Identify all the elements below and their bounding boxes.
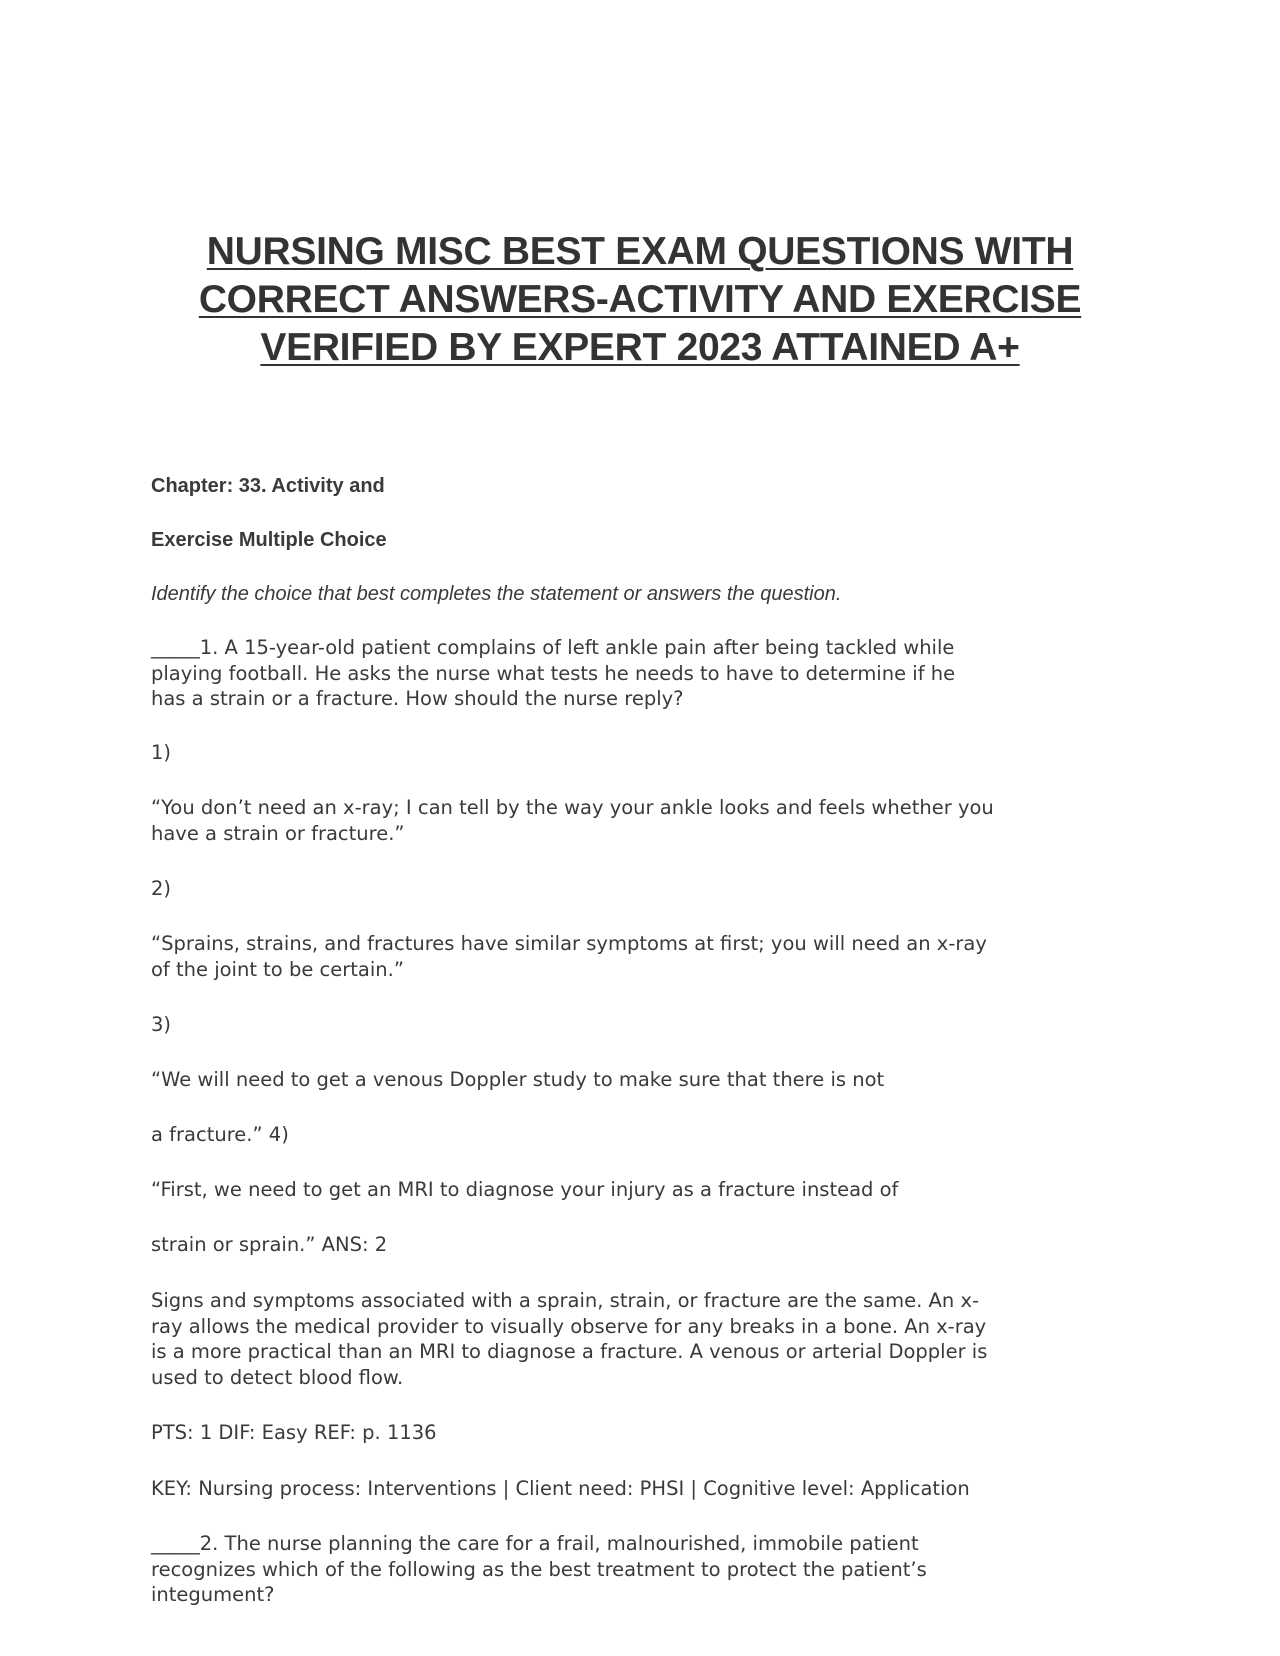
option-1-line: “You don’t need an x-ray; I can tell by the way your ankle looks and feels whether you: [151, 796, 994, 819]
option-4-text: “First, we need to get an MRI to diagnose your injury as a fracture instead of: [151, 1178, 899, 1201]
instruction-text: Identify the choice that best completes the statement or answers the question.: [151, 583, 842, 605]
rationale-line: Signs and symptoms associated with a sprain, strain, or fracture are the same. An x-: [151, 1289, 980, 1312]
option-3-continuation: a fracture.” 4): [151, 1123, 289, 1146]
chapter-heading-line-1: Chapter: 33. Activity and: [151, 475, 385, 497]
option-2-line: “Sprains, strains, and fractures have similar symptoms at first; you will need an x-ray: [151, 932, 987, 955]
option-3-number: 3): [151, 1013, 172, 1036]
chapter-heading-line-2: Exercise Multiple Choice: [151, 529, 387, 551]
question-2-stem-line: _____2. The nurse planning the care for a frail, malnourished, immobile patient: [151, 1532, 919, 1555]
rationale-line: ray allows the medical provider to visually observe for any breaks in a bone. An x-ray: [151, 1314, 987, 1338]
option-4-continuation-answer: strain or sprain.” ANS: 2: [151, 1233, 388, 1256]
question-2-stem-line: recognizes which of the following as the best treatment to protect the patient’s: [151, 1557, 927, 1581]
option-1-number: 1): [151, 741, 172, 764]
question-2-stem: [151, 1531, 1111, 1608]
question-1-stem-line: _____1. A 15-year-old patient complains of left ankle pain after being tackled while: [151, 636, 955, 659]
rationale-line: is a more practical than an MRI to diagnose a fracture. A venous or arterial Doppler is: [151, 1340, 988, 1363]
question-1-stem-line: has a strain or a fracture. How should the nurse reply?: [151, 687, 684, 710]
title-line-2: CORRECT ANSWERS-ACTIVITY AND EXERCISE: [198, 278, 1082, 321]
option-1-line: have a strain or fracture.”: [151, 821, 405, 845]
rationale-line: used to detect blood flow.: [151, 1365, 404, 1389]
option-2-text: [151, 931, 1111, 982]
question-1-points: PTS: 1 DIF: Easy REF: p. 1136: [151, 1421, 437, 1444]
option-2-number: 2): [151, 877, 172, 900]
question-1-stem-line: playing football. He asks the nurse what tests he needs to have to determine if he: [151, 661, 956, 685]
question-1-rationale: [151, 1288, 1111, 1390]
title-line-3: VERIFIED BY EXPERT 2023 ATTAINED A+: [260, 326, 1020, 369]
document-title: [150, 228, 1130, 372]
question-1-key: KEY: Nursing process: Interventions | Client need: PHSI | Cognitive level: Application: [151, 1477, 970, 1500]
question-1-stem: [151, 635, 1111, 712]
option-2-line: of the joint to be certain.”: [151, 957, 404, 981]
question-2-stem-line: integument?: [151, 1583, 275, 1606]
title-line-1: NURSING MISC BEST EXAM QUESTIONS WITH: [206, 230, 1074, 273]
option-3-text: “We will need to get a venous Doppler study to make sure that there is not: [151, 1068, 885, 1091]
option-1-text: [151, 795, 1111, 846]
